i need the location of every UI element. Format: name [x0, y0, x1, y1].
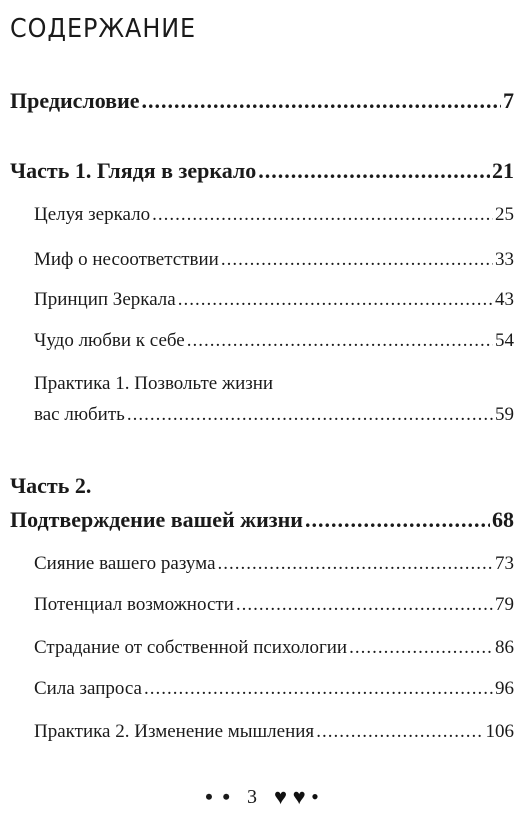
- dot-leader: [187, 330, 493, 352]
- page-number: 3: [247, 785, 258, 808]
- dot-leader: [142, 88, 501, 114]
- toc-page-number: 106: [485, 721, 514, 742]
- toc-entry-label: вас любить: [34, 404, 125, 425]
- dot-leader: [258, 158, 490, 184]
- dot-leader: [236, 594, 493, 616]
- toc-entry-practice2[interactable]: [34, 721, 514, 743]
- toc-part2-heading[interactable]: Часть 2.: [10, 473, 92, 498]
- toc-entry-label: Подтверждение вашей жизни: [10, 507, 303, 532]
- toc-page-number: 33: [495, 249, 514, 270]
- toc-entry-label: Чудо любви к себе: [34, 330, 185, 351]
- dot-leader: [178, 289, 493, 311]
- toc-page-number: 59: [495, 404, 514, 425]
- toc-entry-label: Миф о несоответствии: [34, 249, 219, 270]
- toc-page-number: 68: [492, 507, 514, 532]
- toc-entry-practice1[interactable]: [34, 404, 514, 426]
- toc-entry-label: Принцип Зеркала: [34, 289, 176, 310]
- toc-entry-label: Предисловие: [10, 88, 140, 113]
- dot-leader: [127, 404, 493, 426]
- toc-page-number: 86: [495, 637, 514, 658]
- page-title: СОДЕРЖАНИЕ: [10, 14, 197, 44]
- toc-page-number: 54: [495, 330, 514, 351]
- dot-leader: [221, 249, 493, 271]
- dot-leader: [218, 553, 493, 575]
- toc-entry-label: Сила запроса: [34, 678, 142, 699]
- toc-entry-part2[interactable]: [10, 507, 514, 533]
- toc-entry-potential[interactable]: [34, 594, 514, 616]
- toc-entry-label: Практика 2. Изменение мышления: [34, 721, 315, 742]
- toc-entry-label: Страдание от собственной психологии: [34, 637, 348, 658]
- toc-page-number: 43: [495, 289, 514, 310]
- dots-ornament-icon: • •: [205, 784, 233, 809]
- toc-entry-suffering[interactable]: [34, 637, 514, 659]
- toc-entry-power-of-inquiry[interactable]: [34, 678, 514, 700]
- toc-entry-radiance[interactable]: [34, 553, 514, 575]
- dot-leader: [152, 204, 493, 226]
- toc-entry-practice1-line1[interactable]: Практика 1. Позвольте жизни: [34, 373, 274, 394]
- toc-page-number: 21: [492, 158, 514, 183]
- toc-entry-label: Потенциал возможности: [34, 594, 234, 615]
- toc-page-number: 25: [495, 204, 514, 225]
- toc-entry-label: Целуя зеркало: [34, 204, 151, 225]
- toc-page-number: 79: [495, 594, 514, 615]
- toc-entry-mirror-principle[interactable]: [34, 289, 514, 311]
- toc-entry-part1[interactable]: [10, 158, 514, 184]
- dot-leader: [305, 507, 490, 533]
- toc-entry-myth[interactable]: [34, 249, 514, 271]
- toc-page-number: 7: [503, 88, 514, 113]
- toc-entry-kissing-mirror[interactable]: [34, 204, 514, 226]
- page-footer: [0, 784, 524, 810]
- hearts-ornament-icon: ♥ ♥ •: [274, 784, 319, 809]
- dot-leader: [144, 678, 493, 700]
- toc-page-number: 73: [495, 553, 514, 574]
- toc-entry-self-love[interactable]: [34, 330, 514, 352]
- toc-entry-label: Сияние вашего разума: [34, 553, 216, 574]
- toc-page-number: 96: [495, 678, 514, 699]
- toc-entry-label: Часть 1. Глядя в зеркало: [10, 158, 257, 183]
- toc-entry-preface[interactable]: [10, 88, 514, 114]
- dot-leader: [349, 637, 493, 659]
- dot-leader: [316, 721, 483, 743]
